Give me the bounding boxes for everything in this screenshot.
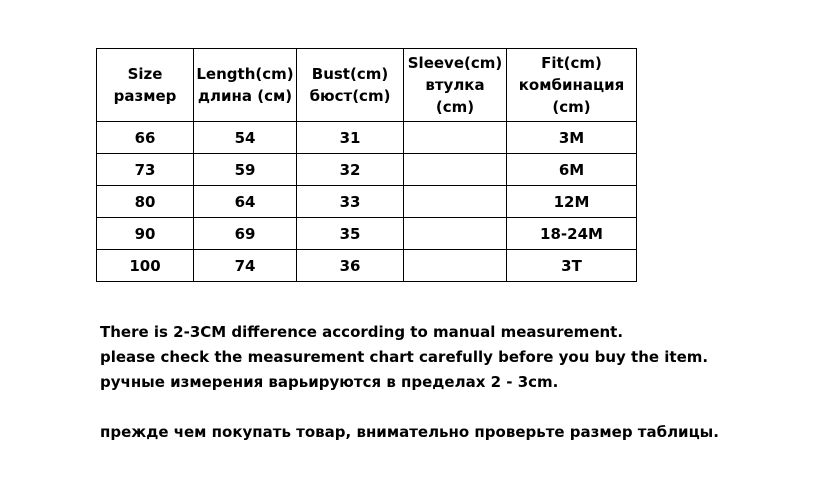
header-size [97,49,194,122]
cell-fit: 3M [507,122,637,154]
cell-length: 74 [194,250,297,282]
cell-length: 69 [194,218,297,250]
cell-bust: 31 [297,122,404,154]
table-row [97,250,637,282]
cell-length: 54 [194,122,297,154]
header-fit-ru: комбинация [518,76,625,94]
cell-sleeve [404,186,507,218]
header-sleeve [404,49,507,122]
measurement-notes [100,320,719,445]
table-row [97,154,637,186]
cell-bust: 36 [297,250,404,282]
header-length-en: Length(cm) [196,65,294,83]
table-header-row [97,49,637,122]
cell-fit: 6M [507,154,637,186]
cell-bust: 35 [297,218,404,250]
cell-size: 90 [97,218,194,250]
cell-bust: 33 [297,186,404,218]
cell-fit: 12M [507,186,637,218]
cell-size: 73 [97,154,194,186]
header-bust-ru: бюст(cm) [309,87,391,105]
header-bust [297,49,404,122]
size-chart-table [96,48,637,282]
header-size-en: Size [127,65,163,83]
header-sleeve-en: Sleeve(cm) [407,54,503,72]
header-fit-unit: (cm) [552,98,591,116]
header-sleeve-ru: втулка (cm) [425,76,485,116]
table-row [97,122,637,154]
cell-fit: 18-24M [507,218,637,250]
header-fit-en: Fit(cm) [541,54,602,72]
note-check-chart-en: please check the measurement chart carefully before you buy the item. [100,348,709,366]
note-spacer [100,395,719,420]
cell-length: 64 [194,186,297,218]
cell-sleeve [404,154,507,186]
cell-bust: 32 [297,154,404,186]
header-fit [507,49,637,122]
cell-sleeve [404,218,507,250]
cell-size: 100 [97,250,194,282]
header-size-ru: размер [113,87,177,105]
cell-fit: 3T [507,250,637,282]
cell-size: 80 [97,186,194,218]
table-row [97,218,637,250]
note-check-chart-ru: прежде чем покупать товар, внимательно проверьте размер таблицы. [100,423,719,441]
header-length-ru: длина (см) [197,87,293,105]
cell-sleeve [404,250,507,282]
cell-size: 66 [97,122,194,154]
header-bust-en: Bust(cm) [311,65,389,83]
note-difference-ru: ручные измерения варьируются в пределах 2 - 3cm. [100,373,559,391]
cell-length: 59 [194,154,297,186]
header-length [194,49,297,122]
table-row [97,186,637,218]
cell-sleeve [404,122,507,154]
note-difference-en: There is 2-3CM difference according to manual measurement. [100,323,624,341]
